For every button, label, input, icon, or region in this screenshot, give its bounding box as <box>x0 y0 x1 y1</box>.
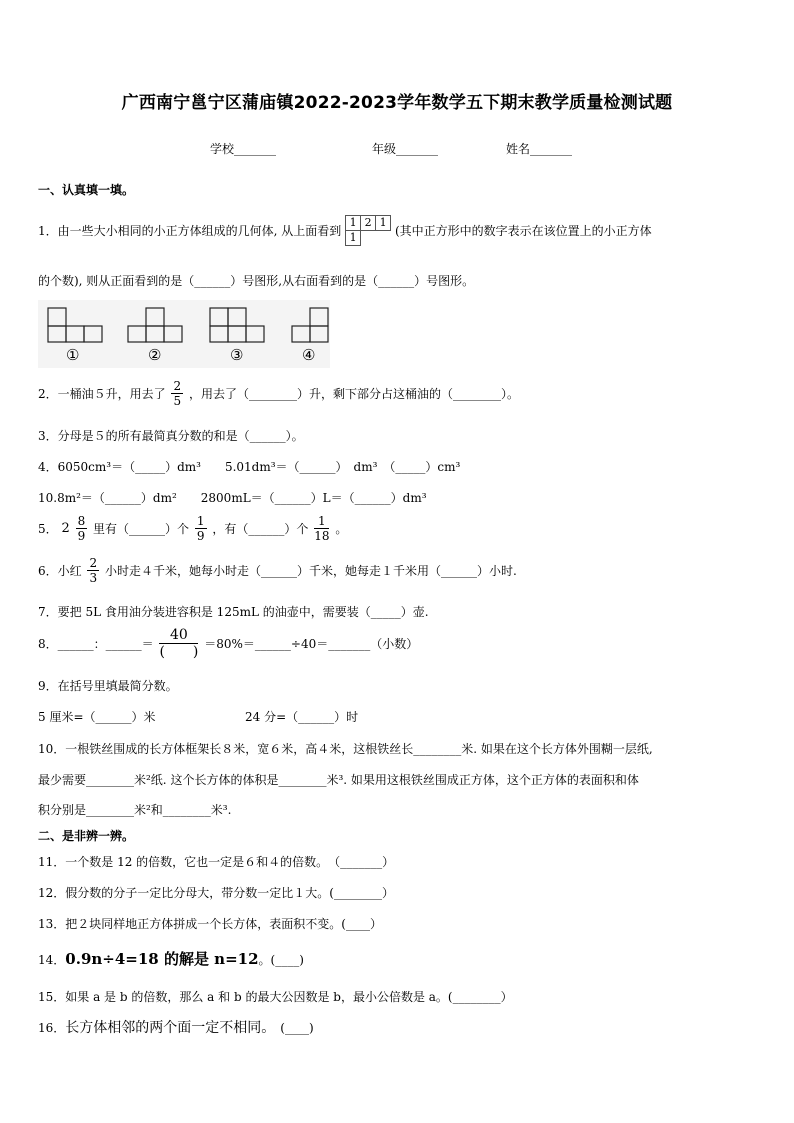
q5-number: 5． <box>38 522 58 536</box>
shape-1-cell <box>48 326 66 342</box>
grade-field[interactable]: 年级_______ <box>372 142 439 156</box>
q6-text-a: 6．小红 <box>38 564 82 578</box>
question-15: 15．如果 a 是 b 的倍数，那么 a 和 b 的最大公因数是 b，最小公倍数是 a。(________） <box>38 990 513 1004</box>
question-10-line-1: 10．一根铁丝围成的长方体框架长８米，宽６米，高４米，这根铁丝长________米. 如果在这个长方体外围糊一层纸, <box>38 742 653 756</box>
question-9: 9．在括号里填最简分数。 <box>38 679 178 693</box>
shape-label-2: ② <box>148 346 162 364</box>
shape-4-cell <box>292 326 310 342</box>
grid-cell: 1 <box>376 216 391 231</box>
q16-number: 16． <box>38 1021 66 1035</box>
question-4-b: 10.8m²＝（______）dm² 2800mL＝（______）L＝（______）dm³ <box>38 491 427 505</box>
q16-text: 长方体相邻的两个面一定不相同。 <box>65 1020 269 1036</box>
shape-2-cell <box>146 308 164 326</box>
q1-text-a: 1．由一些大小相同的小正方体组成的几何体, 从上面看到 <box>38 224 342 238</box>
shape-label-1: ① <box>66 346 80 364</box>
q1-text-c: 的个数), 则从正面看到的是（______）号图形,从右面看到的是（______）号图形。 <box>38 274 475 288</box>
shape-1-cell <box>66 326 84 342</box>
fraction: $\frac{8}{9}$ <box>77 514 86 543</box>
shape-3-cell <box>228 326 246 342</box>
q2-text-b: ，用去了（________）升，剩下部分占这桶油的（________）。 <box>188 387 519 401</box>
shape-3-cell <box>210 326 228 342</box>
view-shapes-figure <box>38 300 330 368</box>
school-field[interactable]: 学校_______ <box>210 142 277 156</box>
section-1-heading: 一、认真填一填。 <box>38 183 135 197</box>
question-1 <box>38 215 652 246</box>
top-view-grid <box>345 215 391 246</box>
fraction: $\frac{40}{( )}$ <box>159 627 199 660</box>
question-3: 3．分母是５的所有最简真分数的和是（______）。 <box>38 429 304 443</box>
question-4-a: 4．6050cm³＝（_____）dm³ 5.01dm³＝（______） dm³ （_____）cm³ <box>38 460 461 474</box>
question-12: 12．假分数的分子一定比分母大，带分数一定比１大。(________） <box>38 886 394 900</box>
shape-2-cell <box>146 326 164 342</box>
q5-text-b: 里有（______）个 <box>93 522 190 536</box>
q9-part-a: 5 厘米=（______）米 <box>38 710 156 724</box>
fraction: $\frac{2}{3}$ <box>89 556 98 585</box>
question-5 <box>38 515 347 542</box>
q6-text-b: 小时走４千米，她每小时走（______）千米，她每走１千米用（______）小时. <box>104 564 517 578</box>
fraction: $\frac{2}{5}$ <box>173 379 182 408</box>
question-10-line-3: 积分别是________米²和________米³. <box>38 803 232 817</box>
question-7: 7．要把 5L 食用油分装进容积是 125mL 的油壶中，需要装（_____）壶. <box>38 605 429 619</box>
q16-answer-blank: (____) <box>268 1021 314 1035</box>
shape-2-cell <box>128 326 146 342</box>
section-2-heading: 二、是非辨一辨。 <box>38 829 135 843</box>
question-10-line-2: 最少需要________米²纸. 这个长方体的体积是________米³. 如果用这根铁丝围成正方体，这个正方体的表面积和体 <box>38 773 639 787</box>
shape-4-cell <box>310 326 328 342</box>
student-info-row <box>0 140 794 160</box>
question-14 <box>38 948 304 969</box>
q8-text-a: 8．______：______＝ <box>38 637 154 651</box>
shape-1-cell <box>84 326 102 342</box>
grid-cell: 1 <box>346 216 361 231</box>
q9-part-b: 24 分=（______）时 <box>245 710 359 724</box>
shape-3-cell <box>246 326 264 342</box>
shape-3-cell <box>228 308 246 326</box>
page-title: 广西南宁邕宁区蒲庙镇2022-2023学年数学五下期末教学质量检测试题 <box>121 93 673 113</box>
shape-options <box>38 300 330 368</box>
q8-text-b: ＝80%＝______÷40＝_______（小数） <box>204 637 419 651</box>
q1-text-b: (其中正方形中的数字表示在该位置上的小正方体 <box>394 224 652 238</box>
fraction: $\frac{1}{18}$ <box>314 514 330 543</box>
shape-3-cell <box>210 308 228 326</box>
q14-number: 14． <box>38 953 66 967</box>
shape-4-cell <box>310 308 328 326</box>
shape-1-cell <box>48 308 66 326</box>
question-13: 13．把２块同样地正方体拼成一个长方体，表面积不变。(____） <box>38 917 382 931</box>
shape-label-3: ③ <box>230 346 244 364</box>
name-field[interactable]: 姓名_______ <box>506 142 573 156</box>
q5-text-c: ，有（______）个 <box>212 522 309 536</box>
q5-text-d: 。 <box>335 522 348 536</box>
mixed-whole: 2 <box>61 521 70 536</box>
shape-label-4: ④ <box>302 346 316 364</box>
q2-text-a: 2．一桶油５升，用去了 <box>38 387 166 401</box>
shape-2-cell <box>164 326 182 342</box>
q14-answer-blank: 。(____) <box>258 953 304 967</box>
question-6 <box>38 557 517 584</box>
question-9-b <box>38 708 359 725</box>
fraction: $\frac{1}{9}$ <box>196 514 205 543</box>
grid-cell: 1 <box>346 231 361 246</box>
q14-text: 0.9n÷4=18 的解是 n=12 <box>65 950 259 968</box>
grid-cell: 2 <box>361 216 376 231</box>
question-16 <box>38 1017 314 1037</box>
question-2 <box>38 380 519 407</box>
question-8 <box>38 628 418 659</box>
question-11: 11．一个数是 12 的倍数，它也一定是６和４的倍数。 （_______） <box>38 855 395 869</box>
